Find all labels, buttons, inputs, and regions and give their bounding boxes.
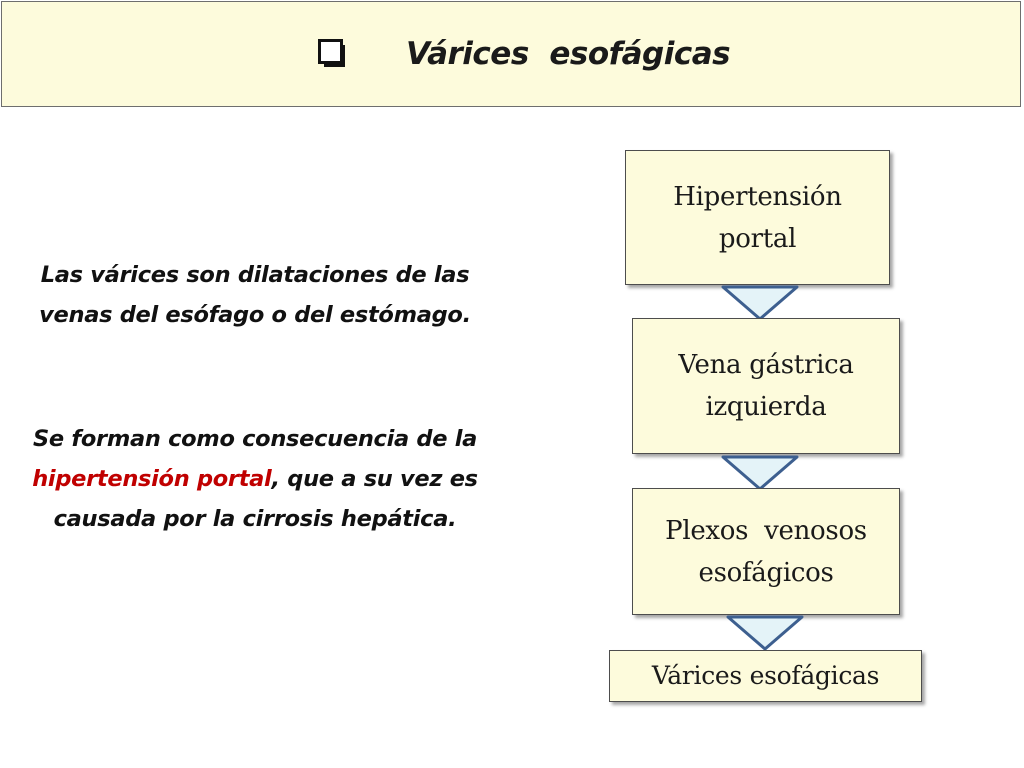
page-title: Várices esofágicas bbox=[406, 36, 731, 72]
flow-step-vena-gastrica-izquierda bbox=[632, 318, 900, 454]
checkbox-icon bbox=[318, 39, 352, 73]
down-arrow-icon bbox=[726, 615, 804, 651]
flow-step-label: Hipertensión portal bbox=[673, 181, 842, 254]
description-paragraph-2 bbox=[20, 419, 490, 539]
flow-step-plexos-venosos-esofagicos bbox=[632, 488, 900, 615]
paragraph-2-text-after: , que a su vez es causada por la cirrosis hepática. bbox=[53, 466, 478, 532]
paragraph-2-text-before: Se forman como consecuencia de la bbox=[32, 426, 477, 452]
flow-step-varices-esofagicas bbox=[609, 650, 922, 702]
flow-step-label: Plexos venosos esofágicos bbox=[665, 515, 875, 588]
down-arrow-icon bbox=[721, 455, 799, 491]
flow-step-label: Várices esofágicas bbox=[651, 661, 880, 690]
highlight-hipertension-portal: hipertensión portal bbox=[32, 466, 272, 492]
down-arrow-icon bbox=[721, 285, 799, 321]
flow-step-label: Vena gástrica izquierda bbox=[678, 350, 854, 422]
title-bar bbox=[1, 1, 1021, 107]
flow-step-hipertension-portal bbox=[625, 150, 890, 285]
description-paragraph-1: Las várices son dilataciones de las venas del esófago o del estómago. bbox=[39, 262, 471, 328]
